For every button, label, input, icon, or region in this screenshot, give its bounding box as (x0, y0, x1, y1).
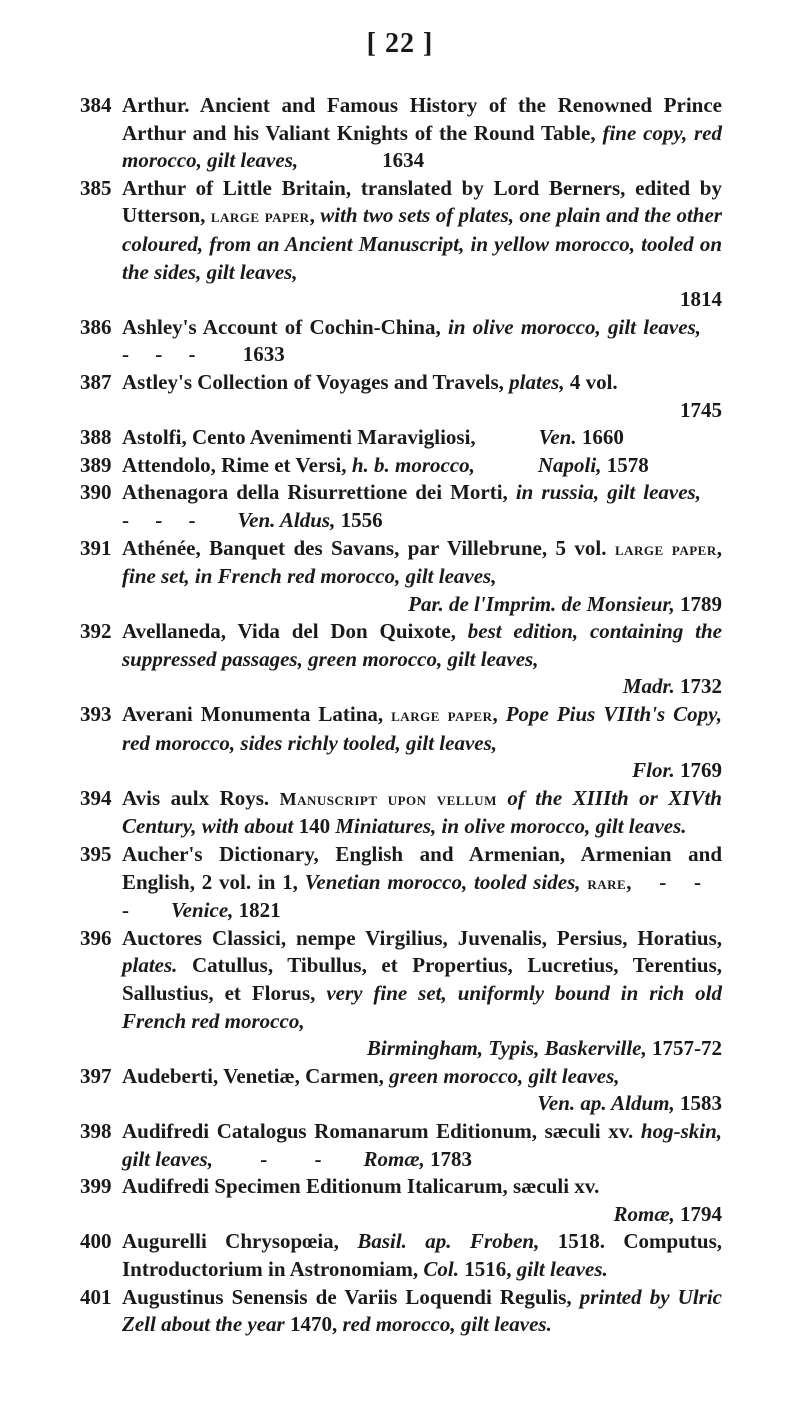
catalogue-entry (82, 841, 722, 925)
small-caps-text: large paper (391, 705, 493, 726)
small-caps-text: Manuscript upon vellum (279, 788, 497, 809)
italic-text: Napoli, (537, 452, 602, 477)
italic-text: Ven. Aldus, (237, 507, 336, 532)
italic-text: gilt leaves. (516, 1256, 608, 1281)
imprint-place: Flor. (632, 758, 680, 783)
lot-number: 395 (80, 842, 112, 867)
imprint-line (122, 1035, 722, 1063)
entry-description (122, 370, 618, 394)
text: Arthur. Ancient and Famous History of the Renowned Prince Arthur and his Valiant Knights of the Round Table, (122, 93, 722, 145)
lot-number: 391 (80, 535, 112, 560)
italic-text: plates. (122, 953, 178, 978)
imprint-line (122, 397, 722, 425)
text: 140 (293, 814, 336, 839)
lot-number: 397 (80, 1063, 112, 1088)
text: Arthur of Little Britain, translated by Lord Berners, edited by Utterson, (122, 175, 722, 228)
text: Averani Monumenta Latina, (122, 702, 392, 727)
text: Augurelli Chrysopœia, (122, 1229, 358, 1254)
text: Augustinus Senensis de Variis Loquendi Regulis, (122, 1284, 580, 1309)
lot-number: 401 (80, 1284, 112, 1309)
text: - - - (122, 480, 722, 532)
catalogue-entry (82, 701, 722, 785)
small-caps-text: large paper (614, 538, 717, 559)
entry-description (122, 176, 722, 284)
text: 1516, (459, 1256, 517, 1281)
italic-text: h. b. morocco, (351, 452, 475, 477)
lot-number: 392 (80, 619, 112, 644)
italic-text: in olive morocco, gilt leaves, (448, 314, 701, 339)
entry-description (122, 1285, 722, 1337)
entry-description (122, 1229, 722, 1281)
lot-number: 399 (80, 1174, 112, 1199)
imprint-line (122, 286, 722, 314)
catalogue-entry (82, 1284, 722, 1339)
italic-text: Pope Pius VIIth's Copy, red morocco, sides richly tooled, gilt leaves, (122, 702, 722, 755)
lot-number: 389 (80, 452, 112, 477)
lot-number: 388 (80, 425, 112, 450)
imprint-year: 1732 (680, 674, 722, 699)
italic-text: printed by Ulric Zell about the year (122, 1284, 722, 1337)
text: Aucher's Dictionary, English and Armenian, Armenian and English, 2 vol. in 1, (122, 842, 722, 894)
text: 4 vol. (564, 369, 618, 394)
imprint-line (122, 1090, 722, 1118)
catalogue-entries (82, 92, 722, 1339)
entry-description (122, 702, 722, 755)
imprint-year: 1794 (680, 1201, 722, 1226)
imprint-place: Romæ, (613, 1201, 680, 1226)
italic-text: red morocco, gilt leaves. (342, 1312, 552, 1337)
catalogue-entry (82, 452, 722, 480)
text: Audeberti, Venetiæ, Carmen, (122, 1063, 390, 1088)
catalogue-entry (82, 479, 722, 534)
catalogue-entry (82, 175, 722, 314)
italic-text: Miniatures, in olive morocco, gilt leaves. (335, 814, 687, 839)
text (475, 453, 538, 477)
imprint-line (122, 757, 722, 785)
imprint-place: Ven. ap. Aldum, (537, 1091, 680, 1116)
catalogue-entry (82, 618, 722, 701)
catalogue-entry (82, 1118, 722, 1173)
imprint-line (122, 591, 722, 619)
imprint-year: 1789 (680, 591, 722, 616)
text: 1470, (284, 1312, 343, 1337)
text: 1518. Computus, Introductorium in Astronomiam, (122, 1229, 722, 1281)
small-caps-text: rare (587, 872, 627, 893)
text: Attendolo, Rime et Versi, (122, 452, 352, 477)
catalogue-entry (82, 314, 722, 369)
catalogue-entry (82, 92, 722, 175)
catalogue-entry (82, 535, 722, 619)
entry-description (122, 480, 722, 532)
italic-text: in russia, gilt leaves, (515, 480, 701, 505)
italic-text: Venice, (171, 898, 234, 923)
text: Audifredi Specimen Editionum Italicarum, sæculi xv. (122, 1174, 600, 1199)
entry-description (122, 425, 624, 449)
entry-description (122, 1119, 722, 1171)
lot-number: 386 (80, 314, 112, 339)
catalogue-entry (82, 369, 722, 424)
text: , (716, 535, 722, 560)
lot-number: 385 (80, 175, 112, 200)
lot-number: 393 (80, 702, 112, 727)
catalogue-entry (82, 925, 722, 1063)
entry-description (122, 453, 649, 477)
entry-description (122, 1064, 620, 1088)
italic-text: Ven. (538, 425, 577, 450)
lot-number: 384 (80, 93, 112, 117)
lot-number: 390 (80, 480, 112, 505)
small-caps-text: large paper (210, 206, 310, 227)
imprint-year: 1769 (680, 758, 722, 783)
text: - - (212, 1146, 364, 1171)
text: , (309, 203, 321, 228)
catalogue-entry (82, 424, 722, 452)
page-number: [ 22 ] (366, 28, 434, 59)
text: Avellaneda, Vida del Don Quixote, (122, 619, 468, 644)
italic-text: Venetian morocco, tooled sides, (304, 869, 581, 894)
text: Astolfi, Cento Avenimenti Maravigliosi, (122, 425, 539, 450)
entry-description (122, 619, 722, 671)
entry-description (122, 1174, 599, 1198)
text: Ashley's Account of Cochin-China, (122, 314, 448, 339)
italic-text: very fine set, uniformly bound in rich old French red morocco, (122, 981, 722, 1033)
text: - - - 1633 (122, 314, 722, 367)
lot-number: 394 (80, 785, 112, 810)
lot-number: 387 (80, 369, 112, 394)
catalogue-entry (82, 1063, 722, 1118)
imprint-place: Madr. (622, 674, 680, 699)
italic-text: fine set, in French red morocco, gilt leaves, (122, 564, 497, 589)
imprint-place: Birmingham, Typis, Baskerville, (366, 1036, 652, 1061)
text: Audifredi Catalogus Romanarum Editionum, sæculi xv. (122, 1118, 641, 1143)
italic-text: Romæ, (363, 1146, 425, 1171)
entry-description (122, 926, 722, 1033)
italic-text: Basil. ap. Froben, (357, 1229, 540, 1254)
imprint-line (122, 673, 722, 701)
italic-text: of the XIIIth or XIVth Century, with about (122, 785, 722, 839)
text: Auctores Classici, nempe Virgilius, Juvenalis, Persius, Horatius, (122, 925, 722, 950)
italic-text: best edition, containing the suppressed passages, green morocco, gilt leaves, (122, 619, 722, 671)
catalogue-entry (82, 785, 722, 841)
text (497, 786, 507, 810)
lot-number: 398 (80, 1118, 112, 1143)
imprint-year: 1745 (680, 397, 722, 422)
entry-description (122, 842, 722, 922)
text: 1821 (233, 898, 281, 923)
italic-text: fine copy, red morocco, gilt leaves, (122, 120, 722, 173)
italic-text: plates, (509, 369, 565, 394)
text: Athenagora della Risurrettione dei Morti, (122, 480, 516, 505)
text: Catullus, Tibullus, et Propertius, Lucretius, Terentius, Sallustius, et Florus, (122, 953, 722, 1005)
text: 1578 (601, 452, 649, 477)
catalogue-entry (82, 1173, 722, 1228)
lot-number: 396 (80, 925, 112, 950)
text: 1783 (424, 1146, 472, 1171)
text: 1556 (335, 507, 383, 532)
imprint-year: 1757-72 (652, 1036, 722, 1061)
text: Avis aulx Roys. (122, 785, 280, 810)
text: 1634 (298, 148, 425, 173)
entry-description (122, 536, 722, 589)
italic-text: green morocco, gilt leaves, (389, 1063, 620, 1088)
entry-description (122, 786, 722, 839)
entry-description (122, 93, 722, 172)
text: Athénée, Banquet des Savans, par Villebrune, 5 vol. (122, 535, 615, 560)
italic-text: with two sets of plates, one plain and the other coloured, from an Ancient Manuscript, in yellow morocco, tooled on the sides, gilt leaves, (122, 203, 722, 284)
text: , - - - (122, 869, 722, 923)
imprint-place: Par. de l'Imprim. de Monsieur, (408, 591, 680, 616)
italic-text: hog-skin, gilt leaves, (122, 1118, 722, 1171)
text: 1660 (576, 425, 624, 450)
imprint-line (122, 1201, 722, 1229)
catalogue-entry (82, 1228, 722, 1283)
lot-number: 400 (80, 1229, 112, 1254)
imprint-year: 1583 (680, 1091, 722, 1116)
text: , (492, 702, 506, 727)
italic-text: Col. (423, 1256, 460, 1281)
entry-description (122, 315, 722, 367)
imprint-year: 1814 (680, 287, 722, 312)
text: Astley's Collection of Voyages and Travels, (122, 369, 510, 394)
